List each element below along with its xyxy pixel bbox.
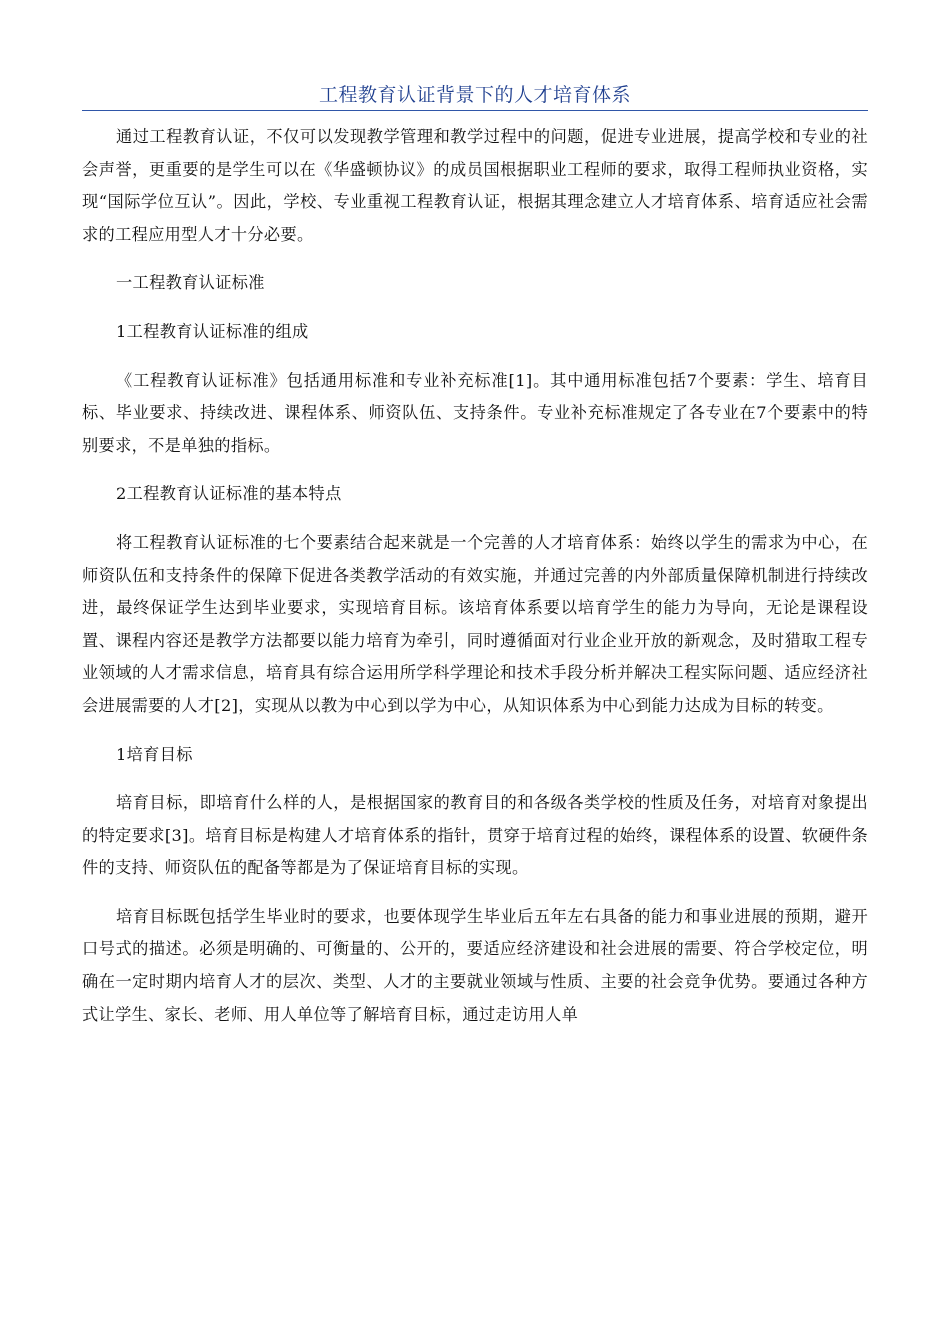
section-heading-standards: 一工程教育认证标准 [116, 273, 265, 293]
intro-paragraph: 通过工程教育认证，不仅可以发现教学管理和教学过程中的问题，促进专业进展，提高学校和专业的社会声誉，更重要的是学生可以在《华盛顿协议》的成员国根据职业工程师的要求，取得工程师执业资格，实现“国际学位互认”。因此，学校、专业重视工程教育认证，根据其理念建立人才培育体系、培育适应社会需求的工程应用型人才十分必要。 [82, 127, 868, 244]
document-title: 工程教育认证背景下的人才培育体系 [318, 84, 631, 106]
training-goals-paragraph-2: 培育目标既包括学生毕业时的要求，也要体现学生毕业后五年左右具备的能力和事业进展的预期，避开口号式的描述。必须是明确的、可衡量的、公开的，要适应经济建设和社会进展的需要、符合学校定位，明确在一定时期内培育人才的层次、类型、人才的主要就业领域与性质、主要的社会竞争优势。要通过各种方式让学生、家长、老师、用人单位等了解培育目标，通过走访用人单 [82, 906, 868, 1024]
subheading-composition: 1工程教育认证标准的组成 [116, 321, 309, 341]
subheading-characteristics: 2工程教育认证标准的基本特点 [116, 484, 342, 504]
composition-paragraph: 《工程教育认证标准》包括通用标准和专业补充标准[1]。其中通用标准包括7个要素：学生、培育目标、毕业要求、持续改进、课程体系、师资队伍、支持条件。专业补充标准规定了各专业在7个要素中的特别要求，不是单独的指标。 [82, 370, 868, 455]
characteristics-paragraph: 将工程教育认证标准的七个要素结合起来就是一个完善的人才培育体系：始终以学生的需求为中心，在师资队伍和支持条件的保障下促进各类教学活动的有效实施，并通过完善的内外部质量保障机制进行持续改进，最终保证学生达到毕业要求，实现培育目标。该培育体系要以培育学生的能力为导向，无论是课程设置、课程内容还是教学方法都要以能力培育为牵引，同时遵循面对行业企业开放的新观念，及时猎取工程专业领域的人才需求信息，培育具有综合运用所学科学理论和技术手段分析并解决工程实际问题、适应经济社会进展需要的人才[2]，实现从以教为中心到以学为中心，从知识体系为中心到能力达成为目标的转变。 [82, 532, 868, 715]
training-goals-paragraph-1: 培育目标，即培育什么样的人，是根据国家的教育目的和各级各类学校的性质及任务，对培育对象提出的特定要求[3]。培育目标是构建人才培育体系的指针，贯穿于培育过程的始终，课程体系的设置、软硬件条件的支持、师资队伍的配备等都是为了保证培育目标的实现。 [82, 793, 868, 878]
header-divider [82, 110, 868, 111]
subheading-training-goals: 1培育目标 [116, 744, 193, 764]
document-body [82, 121, 868, 1031]
